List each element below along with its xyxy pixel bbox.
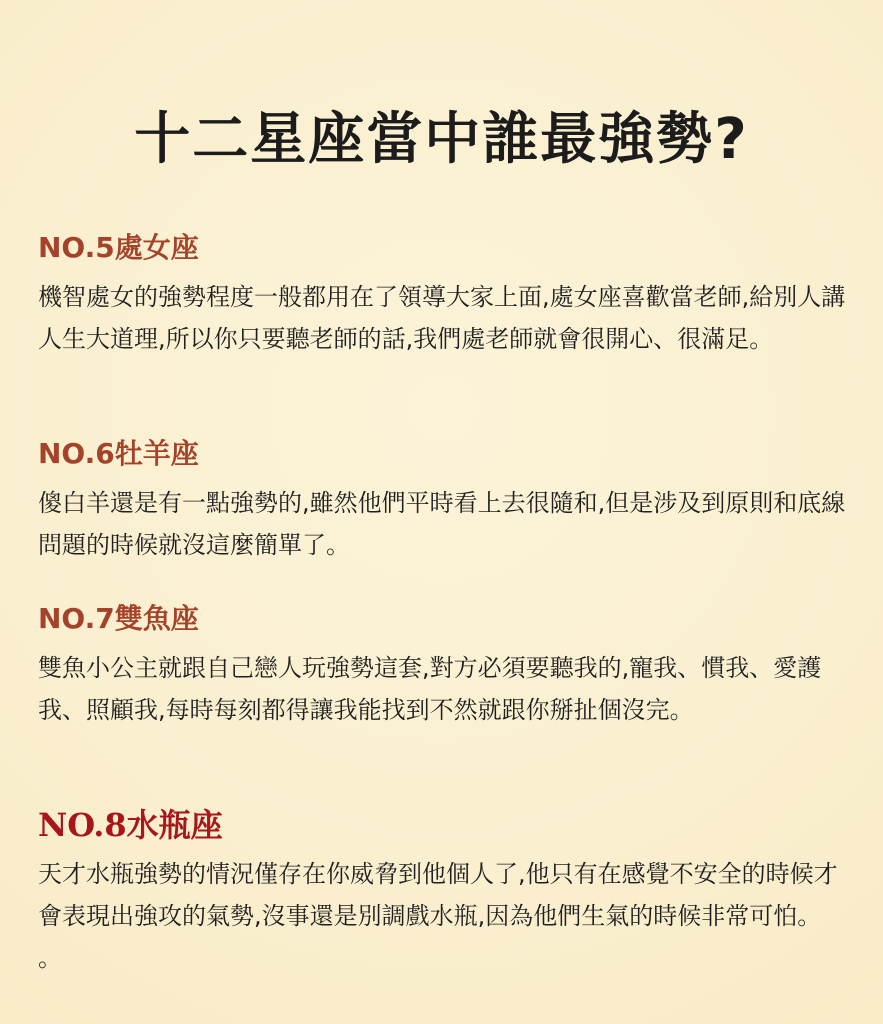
section-aries [38, 434, 848, 566]
section-virgo [38, 228, 848, 360]
section-text: 天才水瓶強勢的情況僅存在你威脅到他個人了,他只有在感覺不安全的時候才會表現出強攻的氣勢,沒事還是別調戲水瓶,因為他們生氣的時候非常可怕。 。 [38, 860, 838, 972]
section-pisces [38, 599, 848, 731]
section-text: 機智處女的強勢程度一般都用在了領導大家上面,處女座喜歡當老師,給別人講人生大道理,所以你只要聽老師的話,我們處老師就會很開心、很滿足。 [38, 283, 846, 353]
section-heading: NO.8水瓶座 [38, 806, 223, 844]
section-heading: NO.7雙魚座 [38, 602, 199, 635]
section-text: 雙魚小公主就跟自己戀人玩強勢這套,對方必須要聽我的,寵我、慣我、愛護我、照顧我,每時每刻都得讓我能找到不然就跟你掰扯個沒完。 [38, 654, 822, 724]
section-aquarius [38, 805, 848, 979]
section-text: 傻白羊還是有一點強勢的,雖然他們平時看上去很隨和,但是涉及到原則和底線問題的時候就沒這麼簡單了。 [38, 489, 846, 559]
page-title: 十二星座當中誰最強勢? [134, 107, 749, 172]
section-heading: NO.6牡羊座 [38, 437, 199, 470]
section-heading: NO.5處女座 [38, 231, 199, 264]
